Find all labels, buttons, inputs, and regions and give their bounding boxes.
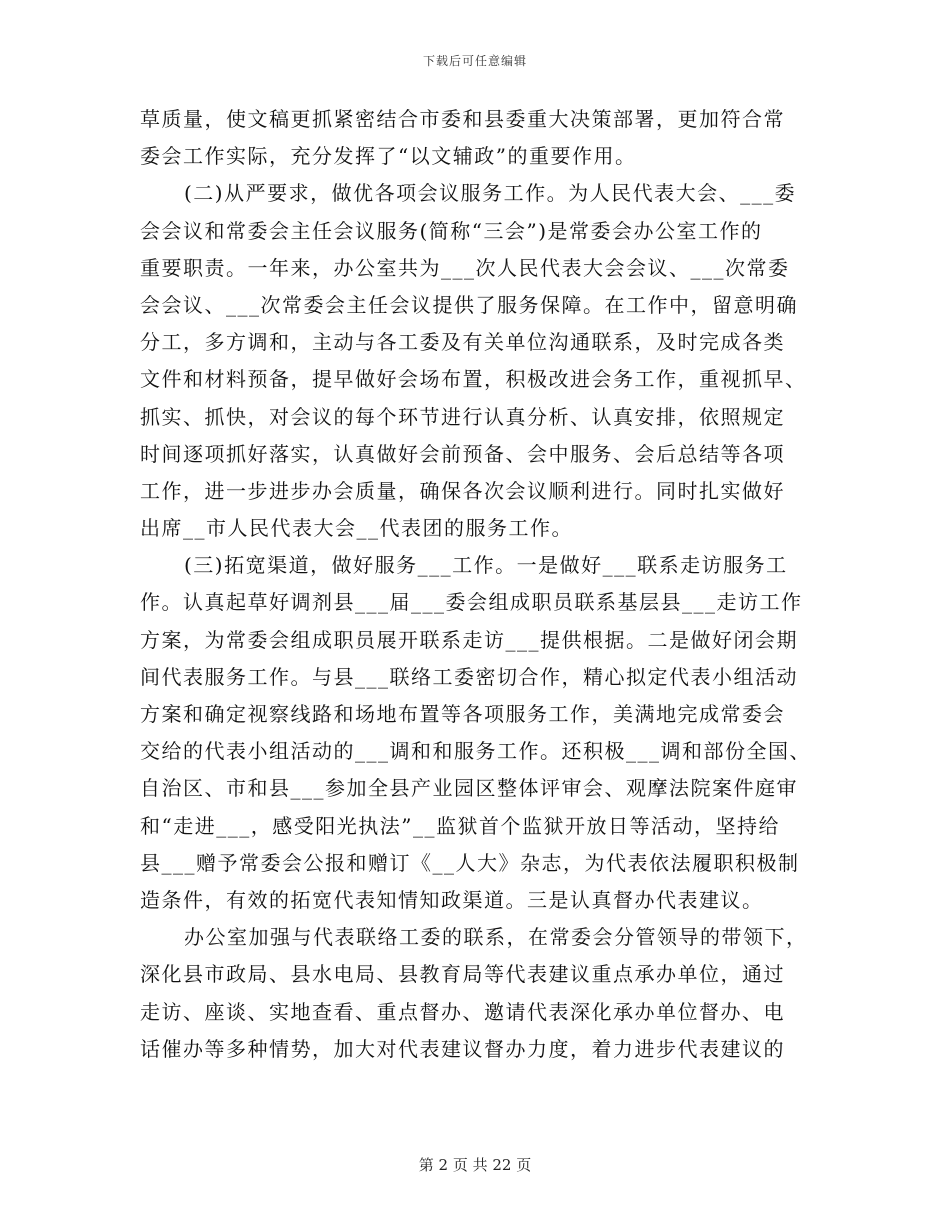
text-line: 自治区、市和县___参加全县产业园区整体评审会、观摩法院案件庭审 <box>140 776 798 801</box>
document-body <box>140 101 811 1068</box>
paragraph-start-line: 办公室加强与代表联络工委的联系，在常委会分管领导的带领下， <box>184 925 808 950</box>
text-line: 文件和材料预备，提早做好会场布置，积极改进会务工作，重视抓早、 <box>140 367 807 392</box>
text-line: 工作，进一步进步办会质量，确保各次会议顺利进行。同时扎实做好 <box>140 478 785 503</box>
text-line: 重要职责。一年来，办公室共为___次人民代表大会会议、___次常委 <box>140 255 790 280</box>
paragraph-start-line: (三)拓宽渠道，做好服务___工作。一是做好___联系走访服务工 <box>184 553 788 578</box>
text-line: 出席__市人民代表大会__代表团的服务工作。 <box>140 516 573 541</box>
text-line: 造条件，有效的拓宽代表知情知政渠道。三是认真督办代表建议。 <box>140 887 764 912</box>
text-line: 作。认真起草好调剂县___届___委会组成职员联系基层县___走访工作 <box>140 590 803 615</box>
text-line: 时间逐项抓好落实，认真做好会前预备、会中服务、会后总结等各项 <box>140 441 785 466</box>
text-line: 分工，多方调和，主动与各工委及有关单位沟通联系，及时完成各类 <box>140 330 785 355</box>
text-line: 间代表服务工作。与县___联络工委密切合作，精心拟定代表小组活动 <box>140 664 798 689</box>
text-line: 走访、座谈、实地查看、重点督办、邀请代表深化承办单位督办、电 <box>140 999 785 1024</box>
text-line: 会会议、___次常委会主任会议提供了服务保障。在工作中，留意明确 <box>140 292 798 317</box>
text-line: 会会议和常委会主任会议服务(简称“三会”)是常委会办公室工作的 <box>140 218 763 243</box>
page-header: 下载后可任意编辑 <box>422 54 527 68</box>
text-line: 交给的代表小组活动的___调和和服务工作。还积极___调和部份全国、 <box>140 739 811 764</box>
text-line: 方案和确定视察线路和场地布置等各项服务工作，美满地完成常委会 <box>140 702 785 726</box>
text-line: 方案，为常委会组成职员展开联系走访___提供根据。二是做好闭会期 <box>140 627 798 652</box>
paragraph-start-line: (二)从严要求，做优各项会议服务工作。为人民代表大会、___委 <box>184 181 797 206</box>
text-line: 委会工作实际，充分发挥了“以文辅政”的重要作用。 <box>140 144 637 169</box>
text-line: 抓实、抓快，对会议的每个环节进行认真分析、认真安排，依照规定 <box>140 404 785 429</box>
text-line: 话催办等多种情势，加大对代表建议督办力度，着力进步代表建议的 <box>140 1036 785 1061</box>
text-line: 深化县市政局、县水电局、县教育局等代表建议重点承办单位，通过 <box>140 962 785 987</box>
page-number-footer: 第 2 页 共 22 页 <box>418 1156 532 1174</box>
text-line: 和“走进___，感受阳光执法”__监狱首个监狱开放日等活动，坚持给 <box>140 813 780 838</box>
text-line: 县___赠予常委会公报和赠订《__人大》杂志，为代表依法履职积极制 <box>140 850 800 875</box>
text-line: 草质量，使文稿更抓紧密结合市委和县委重大决策部署，更加符合常 <box>140 107 785 131</box>
